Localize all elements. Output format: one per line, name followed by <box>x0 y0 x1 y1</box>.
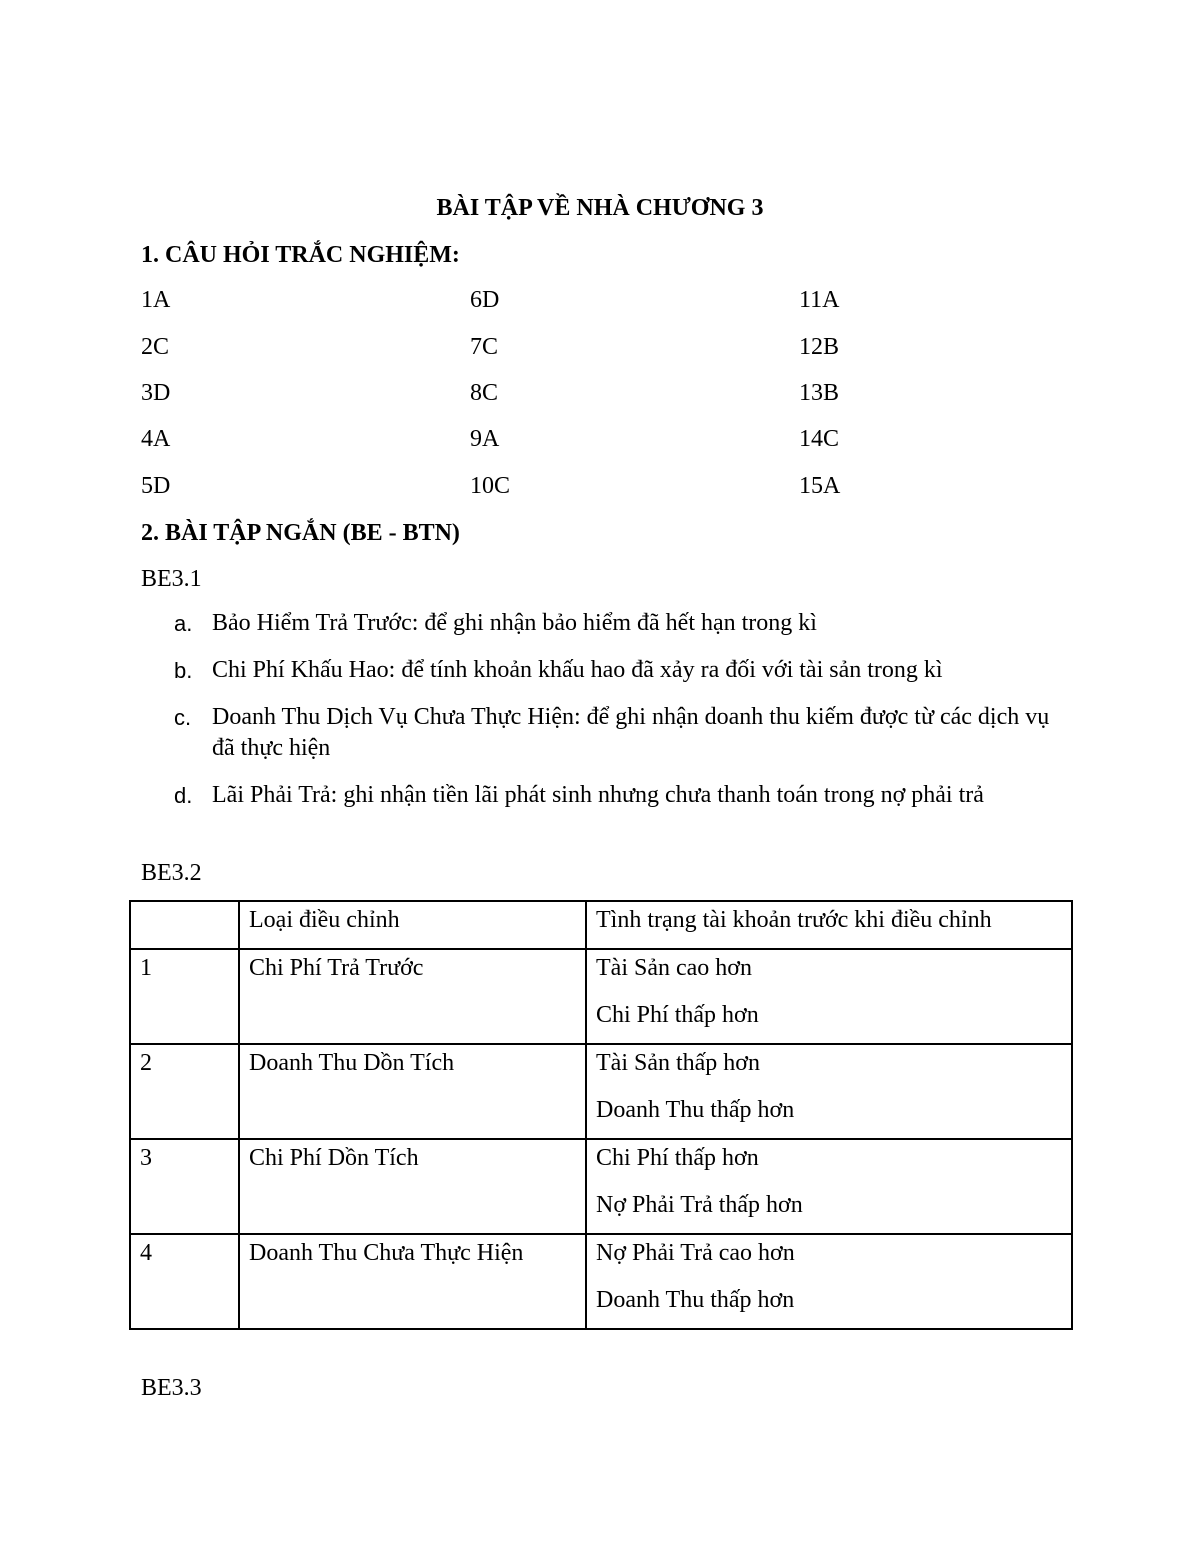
account-status <box>586 1139 1072 1234</box>
be33-label: BE3.3 <box>141 1375 202 1401</box>
answer-cell: 8C <box>470 380 499 406</box>
list-item-text: Doanh Thu Dịch Vụ Chưa Thực Hiện: để ghi nhận doanh thu kiếm được từ các dịch vụ đã thực hiện <box>212 704 1050 761</box>
answer-row <box>141 379 941 409</box>
answer-cell: 9A <box>470 426 500 452</box>
answer-cell: 2C <box>141 334 170 360</box>
answer-cell: 10C <box>470 473 511 499</box>
list-marker: a. <box>174 611 193 636</box>
status-line: Tài Sản thấp hơn <box>596 1050 760 1076</box>
row-number: 2 <box>130 1044 239 1139</box>
answer-cell: 7C <box>470 334 499 360</box>
table-row <box>130 1139 1072 1234</box>
be32-label: BE3.2 <box>141 860 202 886</box>
list-item-text: Chi Phí Khấu Hao: để tính khoản khấu hao đã xảy ra đối với tài sản trong kì <box>212 657 943 683</box>
list-marker: d. <box>174 783 193 808</box>
answer-cell: 14C <box>799 426 840 452</box>
account-status <box>586 1234 1072 1329</box>
answer-row <box>141 425 941 455</box>
list-item-text: Bảo Hiểm Trả Trước: để ghi nhận bảo hiểm đã hết hạn trong kì <box>212 610 817 636</box>
status-line: Tài Sản cao hơn <box>596 955 752 981</box>
adjustment-type: Chi Phí Trả Trước <box>239 949 586 1044</box>
table-header-cell: Tình trạng tài khoản trước khi điều chỉnh <box>586 901 1072 949</box>
table-header-cell <box>130 901 239 949</box>
status-line: Nợ Phải Trả cao hơn <box>596 1240 795 1266</box>
answer-cell: 12B <box>799 334 840 360</box>
answer-cell: 5D <box>141 473 171 499</box>
answer-cell: 3D <box>141 380 171 406</box>
adjustment-type: Chi Phí Dồn Tích <box>239 1139 586 1234</box>
answer-cell: 1A <box>141 287 171 313</box>
account-status <box>586 1044 1072 1139</box>
answer-row <box>141 472 941 502</box>
account-status <box>586 949 1072 1044</box>
answer-row <box>141 333 941 363</box>
row-number: 4 <box>130 1234 239 1329</box>
be32-table <box>129 900 1073 1330</box>
answer-cell: 11A <box>799 287 840 313</box>
status-line: Doanh Thu thấp hơn <box>596 1097 795 1123</box>
table-row <box>130 1044 1072 1139</box>
table-row <box>130 949 1072 1044</box>
table-header-row <box>130 901 1072 949</box>
answer-cell: 15A <box>799 473 841 499</box>
row-number: 3 <box>130 1139 239 1234</box>
answer-row <box>141 286 941 316</box>
status-line: Nợ Phải Trả thấp hơn <box>596 1192 803 1218</box>
list-marker: c. <box>174 705 192 730</box>
status-line: Doanh Thu thấp hơn <box>596 1287 795 1313</box>
section1-heading: 1. CÂU HỎI TRẮC NGHIỆM: <box>141 242 460 268</box>
table-row <box>130 1234 1072 1329</box>
table-header-cell: Loại điều chỉnh <box>239 901 586 949</box>
adjustment-type: Doanh Thu Chưa Thực Hiện <box>239 1234 586 1329</box>
section2-heading: 2. BÀI TẬP NGẮN (BE - BTN) <box>141 520 460 546</box>
adjustment-type: Doanh Thu Dồn Tích <box>239 1044 586 1139</box>
status-line: Chi Phí thấp hơn <box>596 1145 759 1171</box>
list-marker: b. <box>174 658 193 683</box>
be31-label: BE3.1 <box>141 566 202 592</box>
list-item-text: Lãi Phải Trả: ghi nhận tiền lãi phát sinh nhưng chưa thanh toán trong nợ phải trả <box>212 782 984 808</box>
answer-cell: 13B <box>799 380 840 406</box>
answer-cell: 6D <box>470 287 500 313</box>
status-line: Chi Phí thấp hơn <box>596 1002 759 1028</box>
document-title: BÀI TẬP VỀ NHÀ CHƯƠNG 3 <box>436 195 764 221</box>
answer-cell: 4A <box>141 426 171 452</box>
row-number: 1 <box>130 949 239 1044</box>
